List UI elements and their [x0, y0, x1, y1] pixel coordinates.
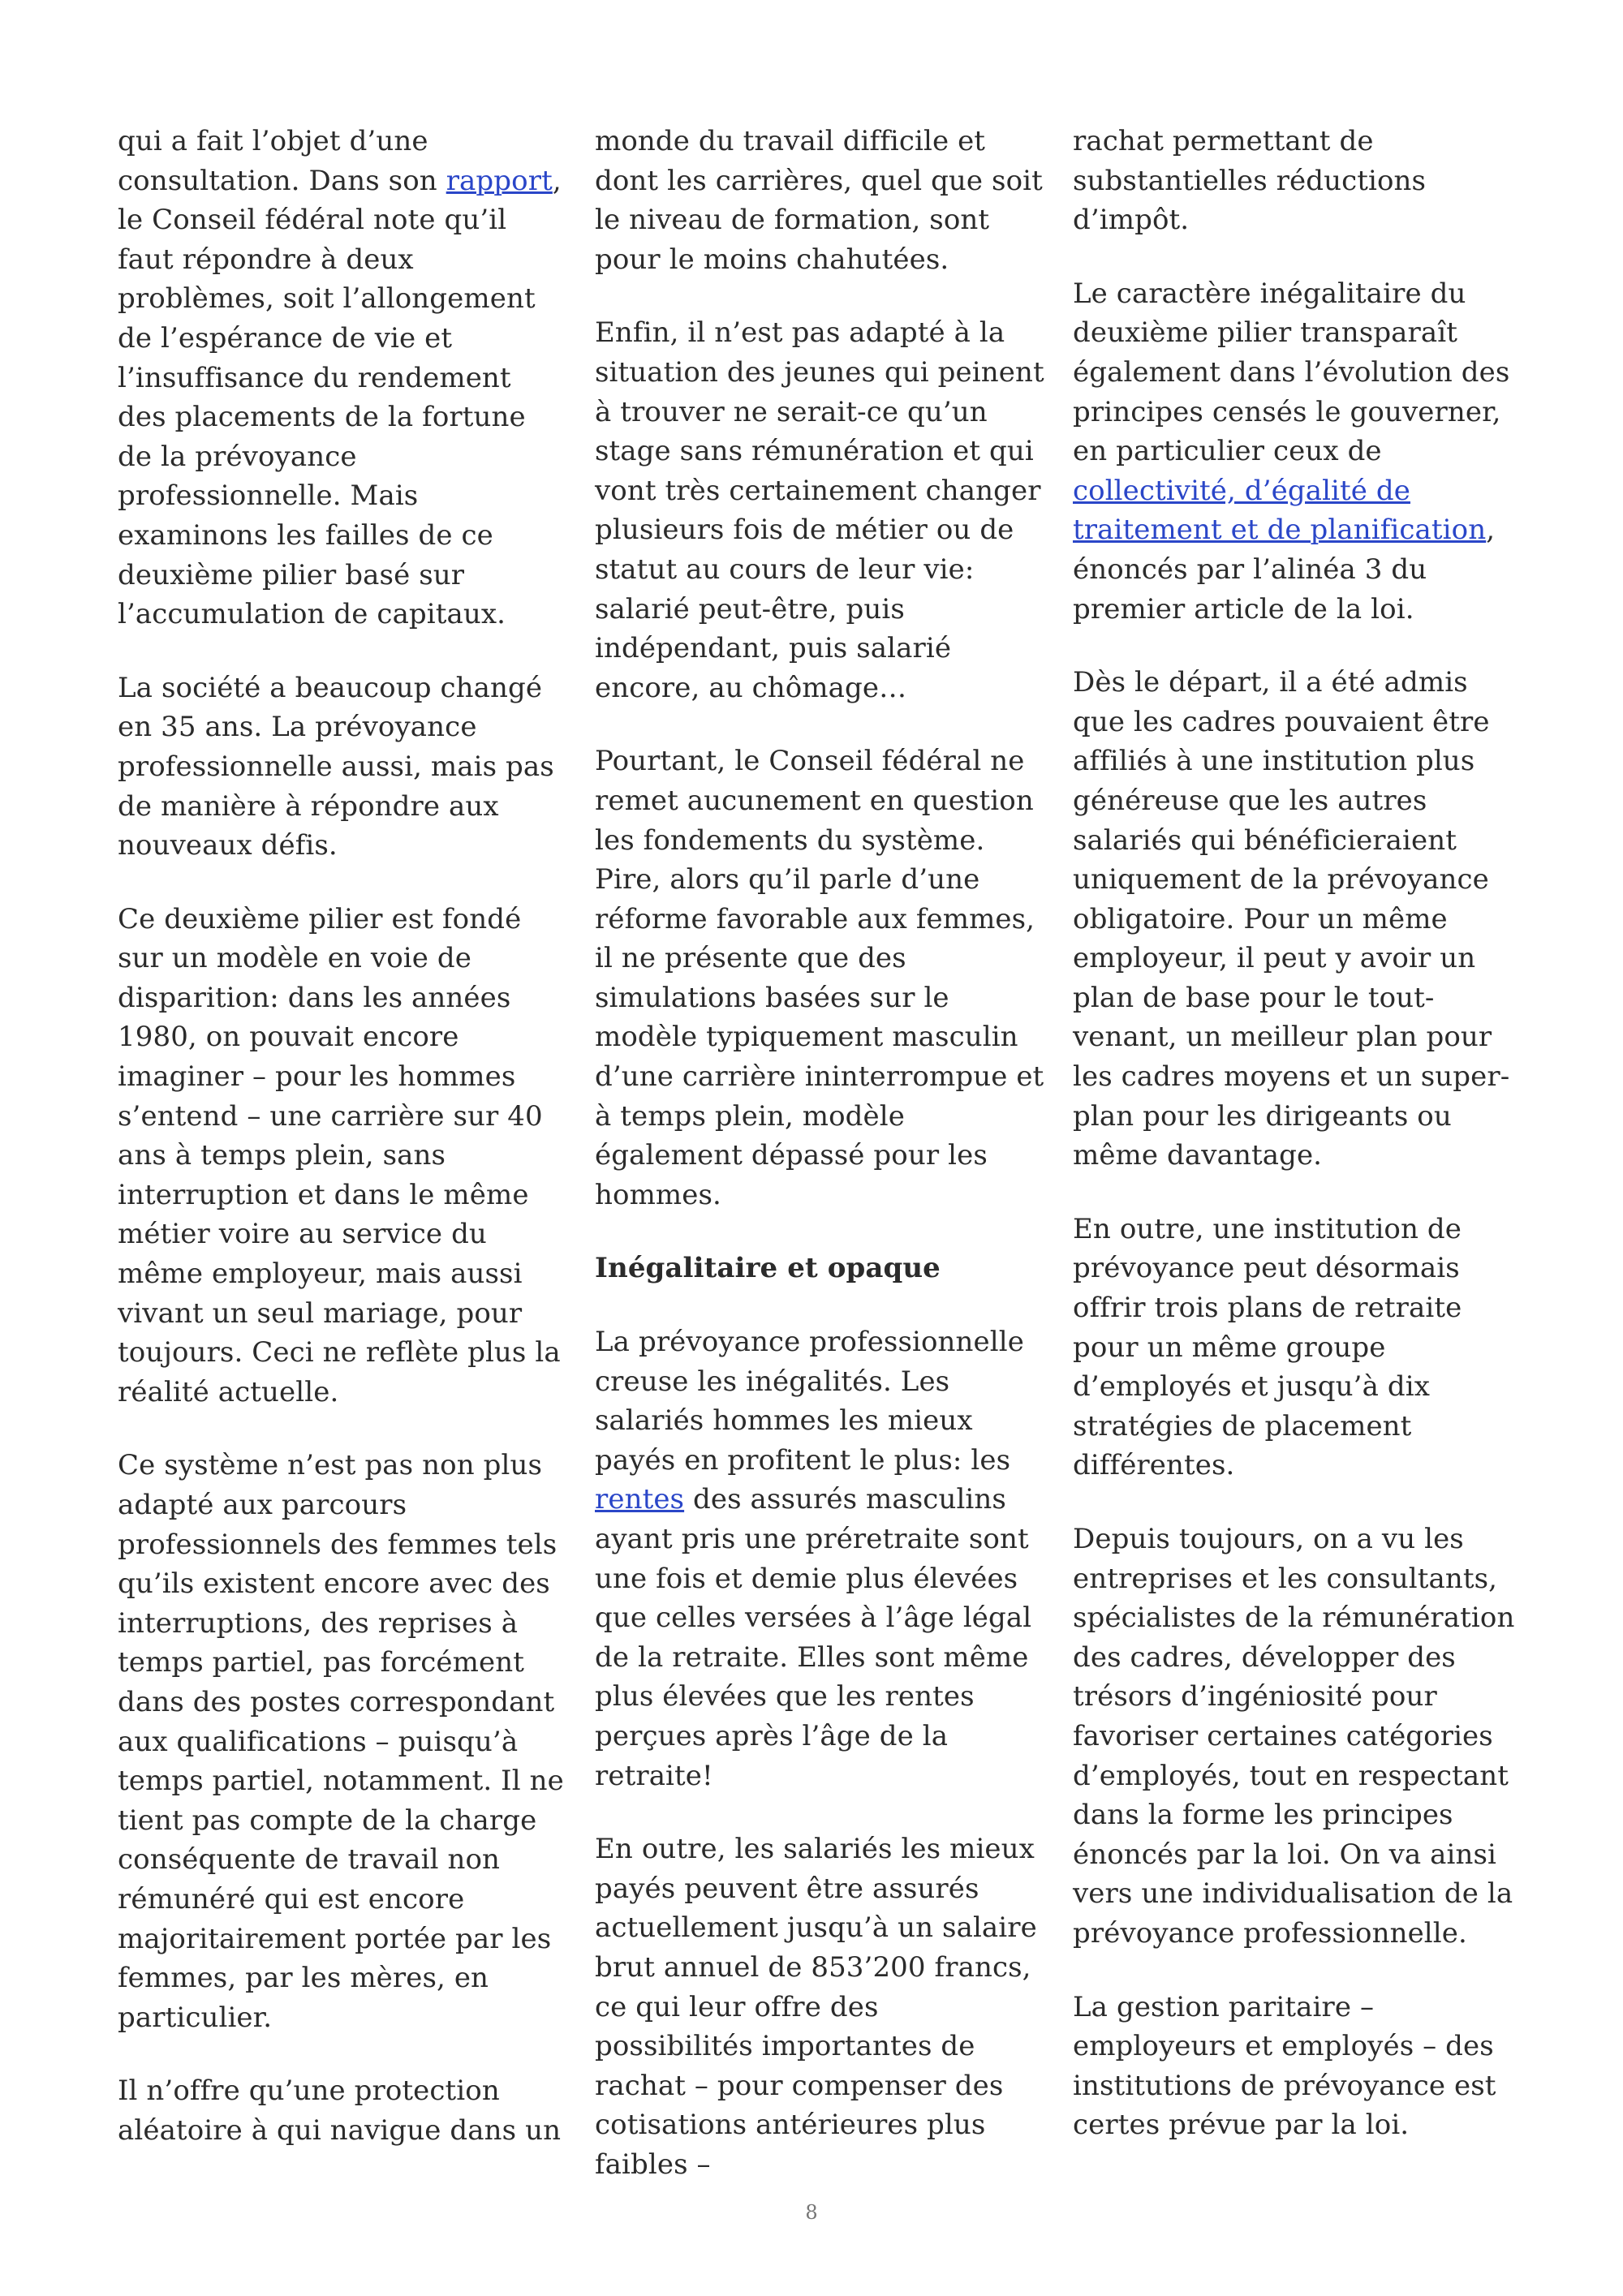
paragraph — [595, 1322, 1045, 1795]
text-run: des assurés masculins ayant pris une préretraite sont une fois et demie plus élevées que celles versées à l’âge légal de la retraite. Elles sont même plus élevées que les rentes perçues après l’âge de la retraite! — [595, 1483, 1032, 1792]
text-run: Le caractère inégalitaire du deuxième pilier transparaît également dans l’évolution des principes censés le gouverner, en particulier ceux de — [1073, 277, 1510, 468]
paragraph — [1073, 663, 1523, 1176]
paragraph — [1073, 122, 1523, 240]
paragraph — [1073, 1210, 1523, 1486]
paragraph — [118, 122, 568, 634]
text-column-2 — [595, 122, 1045, 2219]
text-run: Depuis toujours, on a vu les entreprises et les consultants, spécialistes de la rémunération des cadres, développer des trésors d’ingéniosité pour favoriser certaines catégories d’employés, tout en respectant dans la forme les principes énoncés par la loi. On va ainsi vers une individualisation de la prévoyance professionnelle. — [1073, 1523, 1515, 1950]
inline-link[interactable]: rentes — [595, 1483, 685, 1516]
text-run: , le Conseil fédéral note qu’il faut répondre à deux problèmes, soit l’allongement de l’espérance de vie et l’insuffisance du rendement des placements de la fortune de la prévoyance professionnelle. Mais examinons les failles de ce deuxième pilier basé sur l’accumulation de capitaux. — [118, 164, 562, 631]
paragraph — [118, 669, 568, 866]
inline-link[interactable]: collectivité, d’égalité de traitement et de planification — [1073, 474, 1487, 547]
paragraph — [118, 900, 568, 1412]
text-run: Dès le départ, il a été admis que les cadres pouvaient être affiliés à une institution plus généreuse que les autres salariés qui bénéficieraient uniquement de la prévoyance obligatoire. Pour un même employeur, il peut y avoir un plan de base pour le tout-venant, un meilleur plan pour les cadres moyens et un super-plan pour les dirigeants ou même davantage. — [1073, 666, 1510, 1172]
text-run: En outre, les salariés les mieux payés peuvent être assurés actuellement jusqu’à un salaire brut annuel de 853’200 francs, ce qui leur offre des possibilités importantes de rachat – pour compenser des cotisations antérieures plus faibles – — [595, 1833, 1037, 2181]
text-run: rachat permettant de substantielles réductions d’impôt. — [1073, 125, 1427, 237]
paragraph — [1073, 1988, 1523, 2145]
paragraph — [1073, 274, 1523, 629]
text-run: Il n’offre qu’une protection aléatoire à qui navigue dans un — [118, 2075, 562, 2147]
text-run: qui a fait l’objet d’une consultation. Dans son — [118, 125, 446, 197]
text-run: En outre, une institution de prévoyance peut désormais offrir trois plans de retraite pour un même groupe d’employés et jusqu’à dix stratégies de placement différentes. — [1073, 1212, 1462, 1482]
text-run: monde du travail difficile et dont les carrières, quel que soit le niveau de formation, sont pour le moins chahutées. — [595, 125, 1043, 276]
text-run: Ce système n’est pas non plus adapté aux parcours professionnels des femmes tels qu’ils existent encore avec des interruptions, des reprises à temps partiel, pas forcément dans des postes correspondant aux qualifications – puisqu’à temps partiel, notamment. Il ne tient pas compte de la charge conséquente de travail non rémunéré qui est encore majoritairement portée par les femmes, par les mères, en particulier. — [118, 1449, 564, 2034]
paragraph — [118, 1446, 568, 2037]
paragraph — [595, 742, 1045, 1215]
text-run: Pourtant, le Conseil fédéral ne remet aucunement en question les fondements du système. Pire, alors qu’il parle d’une réforme favorable aux femmes, il ne présente que des simulations basées sur le modèle typiquement masculin d’une carrière ininterrompue et à temps plein, modèle également dépassé pour les hommes. — [595, 745, 1044, 1211]
text-run: Enfin, il n’est pas adapté à la situation des jeunes qui peinent à trouver ne serait-ce qu’un stage sans rémunération et qui vont très certainement changer plusieurs fois de métier ou de statut au cours de leur vie: salarié peut-être, puis indépendant, puis salarié encore, au chômage… — [595, 316, 1044, 704]
paragraph — [595, 313, 1045, 707]
paragraph — [595, 122, 1045, 279]
page-number: 8 — [805, 2201, 818, 2224]
text-run: La gestion paritaire – employeurs et employés – des institutions de prévoyance est certes prévue par la loi. — [1073, 1990, 1496, 2142]
text-run: , énoncés par l’alinéa 3 du premier article de la loi. — [1073, 514, 1496, 626]
text-run: La prévoyance professionnelle creuse les inégalités. Les salariés hommes les mieux payés en profitent le plus: les — [595, 1326, 1024, 1477]
section-heading — [595, 1249, 1045, 1288]
paragraph — [595, 1829, 1045, 2184]
text-run: Ce deuxième pilier est fondé sur un modèle en voie de disparition: dans les années 1980, on pouvait encore imaginer – pour les hommes s’entend – une carrière sur 40 ans à temps plein, sans interruption et dans le même métier voire au service du même employeur, mais aussi vivant un seul mariage, pour toujours. Ceci ne reflète plus la réalité actuelle. — [118, 902, 561, 1408]
paragraph — [118, 2071, 568, 2150]
paragraph — [1073, 1520, 1523, 1954]
text-column-1 — [118, 122, 568, 2185]
inline-link[interactable]: rapport — [446, 164, 553, 197]
text-run: Inégalitaire et opaque — [595, 1252, 941, 1285]
text-column-3 — [1073, 122, 1523, 2179]
text-run: La société a beaucoup changé en 35 ans. La prévoyance professionnelle aussi, mais pas de manière à répondre aux nouveaux défis. — [118, 671, 554, 862]
